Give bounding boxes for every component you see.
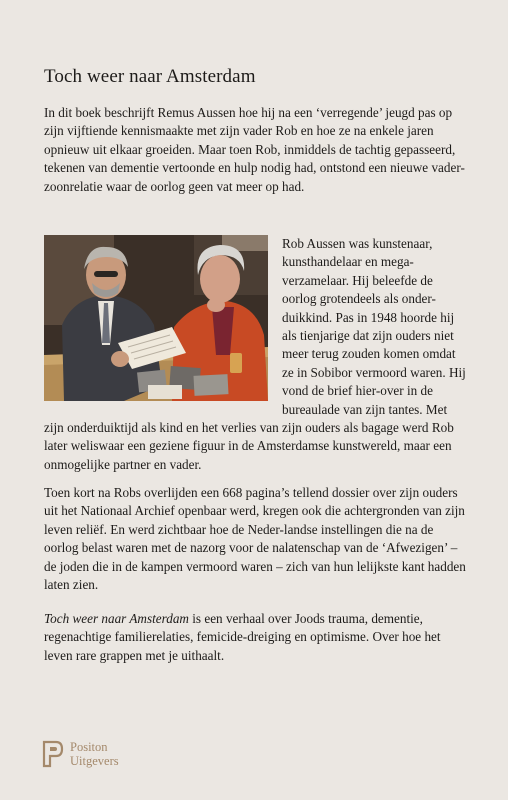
publisher-name-line1: Positon (70, 740, 108, 754)
summary-book-title: Toch weer naar Amsterdam (44, 611, 189, 626)
photo-two-men-with-documents (44, 235, 268, 401)
publisher-name-line2: Uitgevers (70, 754, 119, 768)
publisher-logo (42, 740, 119, 768)
archive-paragraph: Toen kort na Robs overlijden een 668 pagina’s tellend dossier over zijn ouders uit het Nationaal Archief openbaar werd, kregen ook die achtergronden van zijn leven reliëf. En werd zichtbaar hoe de Neder-landse instellingen die na de oorlog belast waren met de nazorg voor de nalatenschap van de ‘Afwezigen’ – de joden die in de kampen vermoord waren – zich van hun lelijkste kant hadden laten zien. (44, 485, 466, 593)
publisher-name (70, 740, 119, 768)
publisher-logo-icon (42, 740, 64, 768)
biography-paragraph: Rob Aussen was kunstenaar, kunsthandelaar en mega-verzamelaar. Hij beleefde de oorlog grotendeels als onder-duikkind. Pas in 1948 hoorde hij als tienjarige dat zijn ouders niet meer terug zouden komen omdat ze in Sobibor vermoord waren. Hij vond de brief hier-over in de bureaulade van zijn tantes. Met zijn onderduiktijd als kind en het verlies van zijn ouders als bagage werd Rob later weliswaar een geziene figuur in de Amsterdamse kunstwereld, maar een onmogelijke partner en vader. (44, 236, 466, 472)
intro-paragraph: In dit boek beschrijft Remus Aussen hoe hij na een ‘verregende’ jeugd pas op zijn vijftiende kennismaakte met zijn vader Rob en hoe ze na enkele jaren opnieuw uit elkaar groeiden. Maar toen Rob, inmiddels de tachtig gepasseerd, tekenen van dementie vertoonde en hulp nodig had, ontstond een nieuwe vader-zoonrelatie waar de oorlog geen vat meer op had. (44, 105, 465, 194)
photo-paragraph-block (44, 235, 466, 474)
book-title: Toch weer naar Amsterdam (44, 66, 256, 87)
summary-paragraph (44, 610, 466, 665)
summary-text: is een verhaal over Joods trauma, dementie, regenachtige familierelaties, femicide-dreiging en optimisme. Over hoe het leven rare grappen met je uithaalt. (44, 611, 441, 663)
